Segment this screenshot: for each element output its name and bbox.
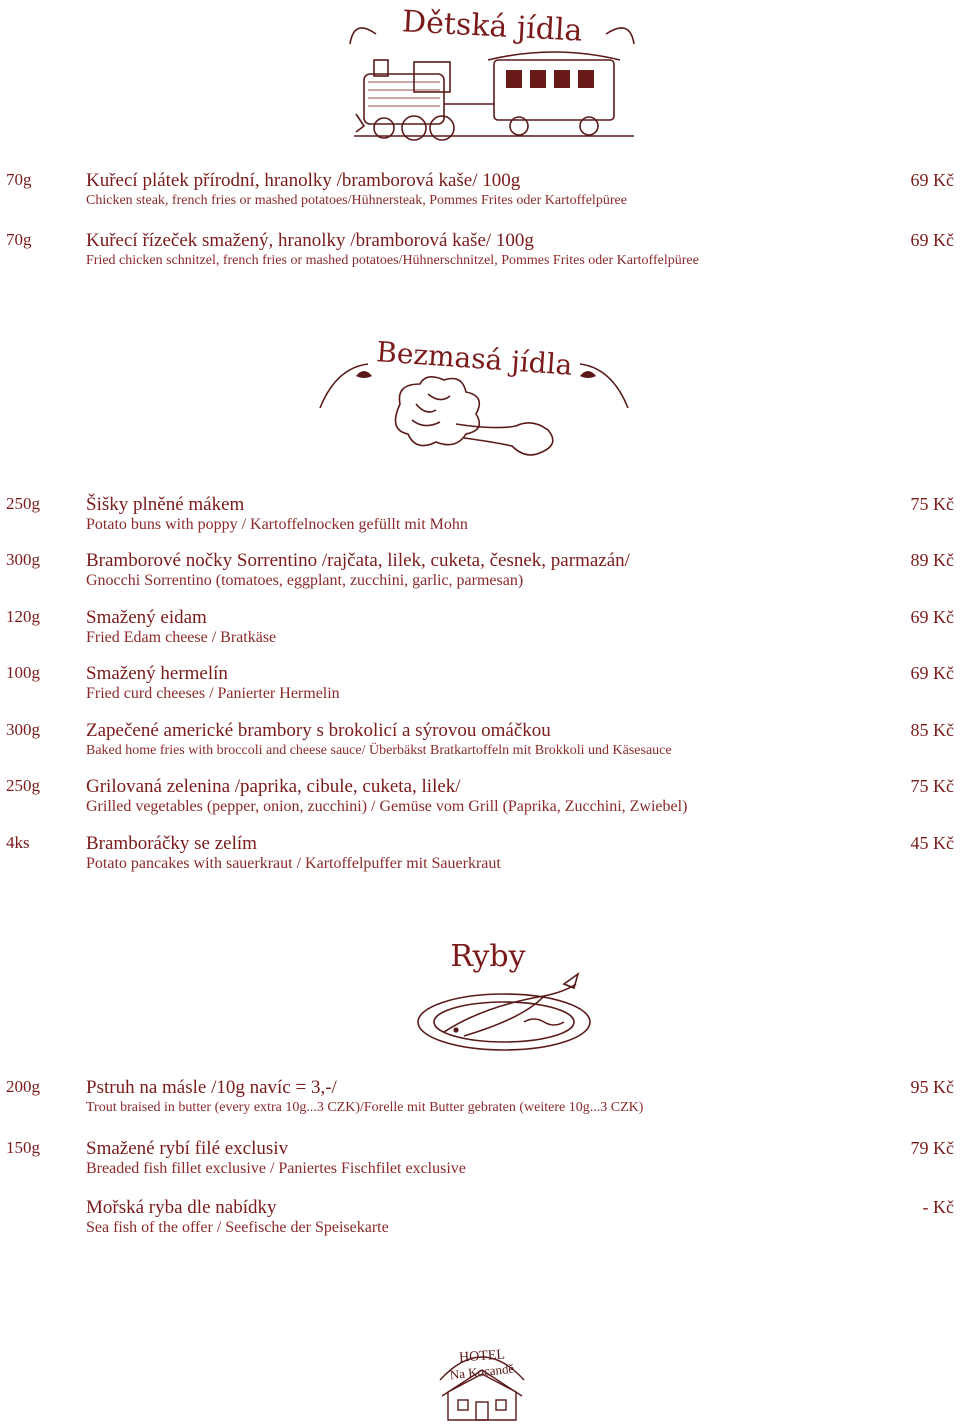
section-title: Ryby	[450, 939, 526, 974]
item-price: 69 Kč	[910, 663, 954, 683]
item-description: Fried Edam cheese / Bratkäse	[86, 629, 277, 646]
item-price: 95 Kč	[910, 1077, 954, 1097]
item-weight: 150g	[6, 1138, 40, 1157]
menu-item	[0, 607, 960, 655]
fish-plate-illustration	[404, 936, 600, 1058]
item-name: Šišky plněné mákem	[86, 494, 245, 515]
logo-line2: Na Kocandě	[449, 1360, 515, 1383]
menu-item	[0, 720, 960, 768]
menu-item	[0, 230, 960, 274]
item-weight: 100g	[6, 663, 40, 682]
hotel-house-logo	[430, 1340, 534, 1422]
menu-item	[0, 170, 960, 214]
item-price: 69 Kč	[910, 230, 954, 250]
item-name: Pstruh na másle /10g navíc = 3,-/	[86, 1077, 337, 1098]
item-name: Smažené rybí filé exclusiv	[86, 1138, 289, 1159]
item-description: Fried curd cheeses / Panierter Hermelin	[86, 685, 340, 702]
item-price: 69 Kč	[910, 607, 954, 627]
section-title: Dětská jídla	[401, 4, 584, 49]
menu-item	[0, 833, 960, 881]
item-weight: 70g	[6, 170, 32, 189]
menu-item	[0, 1138, 960, 1186]
item-description: Trout braised in butter (every extra 10g...3 CZK)/Forelle mit Butter gebraten (weitere 10g...3 CZK)	[86, 1100, 644, 1115]
menu-item	[0, 1077, 960, 1125]
logo-line1: HOTEL	[458, 1347, 506, 1366]
hotel-logo	[430, 1340, 534, 1422]
item-name: Smažený eidam	[86, 607, 207, 628]
item-name: Kuřecí řízeček smažený, hranolky /bramborová kaše/ 100g	[86, 230, 534, 251]
item-description: Sea fish of the offer / Seefische der Speisekarte	[86, 1219, 389, 1236]
broccoli-illustration	[316, 334, 632, 472]
item-weight: 4ks	[6, 833, 30, 852]
item-description: Breaded fish fillet exclusive / Paniertes Fischfilet exclusive	[86, 1160, 466, 1177]
item-price: 45 Kč	[910, 833, 954, 853]
item-price: - Kč	[922, 1197, 954, 1217]
item-name: Grilovaná zelenina /paprika, cibule, cuketa, lilek/	[86, 776, 461, 797]
menu-item	[0, 1197, 960, 1245]
item-name: Zapečené americké brambory s brokolicí a sýrovou omáčkou	[86, 720, 551, 741]
item-price: 79 Kč	[910, 1138, 954, 1158]
item-name: Kuřecí plátek přírodní, hranolky /bramborová kaše/ 100g	[86, 170, 521, 191]
item-weight: 300g	[6, 550, 40, 569]
menu-item	[0, 776, 960, 824]
item-weight: 70g	[6, 230, 32, 249]
item-weight: 250g	[6, 776, 40, 795]
item-name: Bramborové nočky Sorrentino /rajčata, lilek, cuketa, česnek, parmazán/	[86, 550, 630, 571]
item-price: 75 Kč	[910, 776, 954, 796]
item-weight: 300g	[6, 720, 40, 739]
item-description: Gnocchi Sorrentino (tomatoes, eggplant, zucchini, garlic, parmesan)	[86, 572, 524, 589]
header-ryby	[404, 936, 600, 1058]
item-description: Chicken steak, french fries or mashed potatoes/Hühnersteak, Pommes Frites oder Kartoffelpüree	[86, 193, 627, 208]
train-illustration	[344, 4, 640, 152]
item-weight: 120g	[6, 607, 40, 626]
item-price: 75 Kč	[910, 494, 954, 514]
item-name: Mořská ryba dle nabídky	[86, 1197, 277, 1218]
item-name: Smažený hermelín	[86, 663, 228, 684]
item-name: Bramboráčky se zelím	[86, 833, 257, 854]
item-weight: 200g	[6, 1077, 40, 1096]
section-title: Bezmasá jídla	[375, 335, 574, 382]
item-description: Potato pancakes with sauerkraut / Kartoffelpuffer mit Sauerkraut	[86, 855, 501, 872]
header-detska-jidla	[344, 4, 640, 152]
menu-item	[0, 494, 960, 542]
menu-item	[0, 550, 960, 598]
item-description: Grilled vegetables (pepper, onion, zucchini) / Gemüse vom Grill (Paprika, Zucchini, Zwiebel)	[86, 798, 688, 815]
item-description: Fried chicken schnitzel, french fries or mashed potatoes/Hühnerschnitzel, Pommes Frites oder Kartoffelpüree	[86, 253, 699, 268]
item-description: Potato buns with poppy / Kartoffelnocken gefüllt mit Mohn	[86, 516, 468, 533]
item-weight: 250g	[6, 494, 40, 513]
header-bezmasa-jidla	[316, 334, 632, 472]
item-price: 89 Kč	[910, 550, 954, 570]
menu-item	[0, 663, 960, 711]
item-description: Baked home fries with broccoli and cheese sauce/ Überbäkst Bratkartoffeln mit Brokkoli und Käsesauce	[86, 743, 672, 758]
item-price: 69 Kč	[910, 170, 954, 190]
item-price: 85 Kč	[910, 720, 954, 740]
